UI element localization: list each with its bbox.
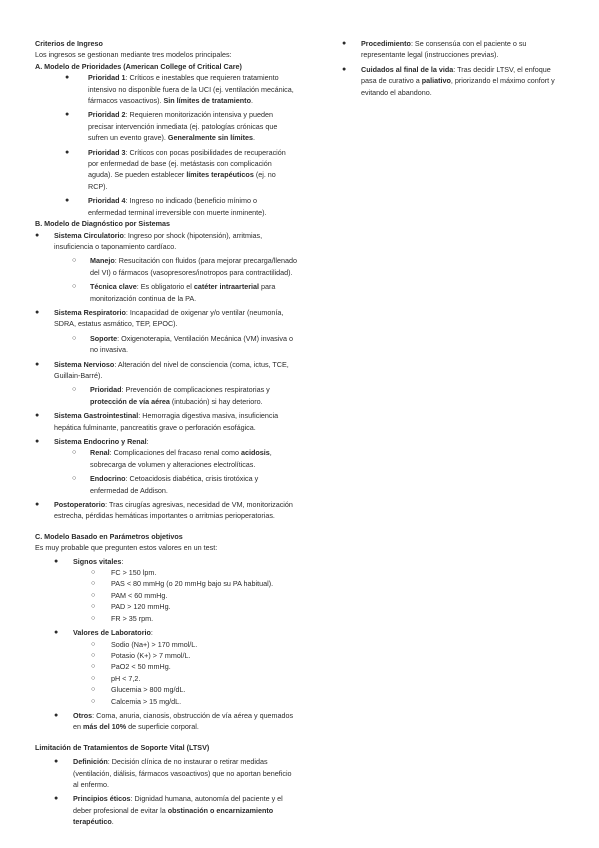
prioridad-1: ● Prioridad 1: Críticos e inestables que requieren tratamiento intensivo no disponible fuera de la UCI (ej. ventilación mecánica, fármacos vasoactivos). Sin límites de tratamiento. xyxy=(65,72,297,106)
ltsv-continued-list xyxy=(342,38,564,98)
lab-item: ○ Sodio (Na+) > 170 mmol/L. xyxy=(91,639,297,650)
postoperatorio: ● Postoperatorio: Tras cirugías agresivas, necesidad de VM, monitorización estrecha, pérdidas hemáticas importantes o arritmias perioperatorias. xyxy=(35,499,297,522)
signo-item: ○ PAD > 120 mmHg. xyxy=(91,601,297,612)
nervioso-prioridad: ○ Prioridad: Prevención de complicaciones respiratorias y protección de vía aérea (intubación) si hay deterioro. xyxy=(72,384,297,407)
ltsv-principios: ● Principios éticos: Dignidad humana, autonomía del paciente y el deber profesional de evitar la obstinación o encarnizamiento terapéutico. xyxy=(54,793,297,827)
ltsv-list xyxy=(35,756,297,827)
section-c-intro: Es muy probable que pregunten estos valores en un test: xyxy=(35,543,218,553)
sistema-gastrointestinal: ● Sistema Gastrointestinal: Hemorragia digestiva masiva, insuficiencia hepática fulminante, pancreatitis grave o perforación esofágica. xyxy=(35,410,297,433)
prioridad-3: ● Prioridad 3: Críticos con pocas posibilidades de recuperación por enfermedad de base (ej. metástasis con complicación aguda). Se pueden establecer límites terapéuticos (ej. no RCP). xyxy=(65,147,297,193)
signo-item: ○ PAM < 60 mmHg. xyxy=(91,590,297,601)
valores-laboratorio: ● Valores de Laboratorio: xyxy=(54,627,297,638)
lab-item: ○ PaO2 < 50 mmHg. xyxy=(91,661,297,672)
prioridad-4: ● Prioridad 4: Ingreso no indicado (beneficio mínimo o enfermedad terminal irreversible con muerte inminente). xyxy=(65,195,297,218)
circulatorio-tecnica: ○ Técnica clave: Es obligatorio el catéter intraarterial para monitorización continua de la PA. xyxy=(72,281,297,304)
respiratorio-soporte: ○ Soporte: Oxigenoterapia, Ventilación Mecánica (VM) invasiva o no invasiva. xyxy=(72,333,297,356)
lab-item: ○ Potasio (K+) > 7 mmol/L. xyxy=(91,650,297,661)
sistema-nervioso: ● Sistema Nervioso: Alteración del nivel de consciencia (coma, ictus, TCE, Guillain-Barré). xyxy=(35,359,297,382)
left-column xyxy=(35,38,297,828)
sistema-circulatorio: ● Sistema Circulatorio: Ingreso por shock (hipotensión), arritmias, insuficiencia o taponamiento cardíaco. xyxy=(35,230,297,253)
lab-item: ○ pH < 7,2. xyxy=(91,673,297,684)
ltsv-procedimiento: ● Procedimiento: Se consensúa con el paciente o su representante legal (instrucciones previas). xyxy=(342,38,564,61)
section-c-title: C. Modelo Basado en Parámetros objetivos xyxy=(35,531,183,541)
prioridad-2: ● Prioridad 2: Requieren monitorización intensiva y pueden precisar intervención inmediata (ej. patologías crónicas que sufren un evento grave). Generalmente sin límites. xyxy=(65,109,297,143)
endocrino-item: ○ Endocrino: Cetoacidosis diabética, crisis tirotóxica y enfermedad de Addison. xyxy=(72,473,297,496)
lab-item: ○ Glucemia > 800 mg/dL. xyxy=(91,684,297,695)
signos-vitales: ● Signos vitales: xyxy=(54,556,297,567)
renal-item: ○ Renal: Complicaciones del fracaso renal como acidosis, sobrecarga de volumen y alteraciones electrolíticas. xyxy=(72,447,297,470)
sistema-endocrino-renal: ● Sistema Endocrino y Renal: xyxy=(35,436,297,447)
sistema-respiratorio: ● Sistema Respiratorio: Incapacidad de oxigenar y/o ventilar (neumonía, SDRA, estatus asmático, TEP, EPOC). xyxy=(35,307,297,330)
signo-item: ○ PAS < 80 mmHg (o 20 mmHg bajo su PA habitual). xyxy=(91,578,297,589)
parametros-list xyxy=(35,556,297,733)
section-a-title: A. Modelo de Prioridades (American College of Critical Care) xyxy=(35,61,242,71)
lab-item: ○ Calcemia > 15 mg/dL. xyxy=(91,696,297,707)
criterios-title: Criterios de Ingreso xyxy=(35,39,103,48)
criterios-intro: Los ingresos se gestionan mediante tres modelos principales: xyxy=(35,50,232,60)
otros: ● Otros: Coma, anuria, cianosis, obstrucción de vía aérea y quemados en más del 10% de superficie corporal. xyxy=(54,710,297,733)
right-column xyxy=(342,38,564,98)
ltsv-title: Limitación de Tratamientos de Soporte Vital (LTSV) xyxy=(35,742,210,752)
sistemas-list xyxy=(35,230,297,522)
signo-item: ○ FR > 35 rpm. xyxy=(91,613,297,624)
prioridades-list xyxy=(65,72,297,218)
section-b-title: B. Modelo de Diagnóstico por Sistemas xyxy=(35,219,170,229)
circulatorio-manejo: ○ Manejo: Resucitación con fluidos (para mejorar precarga/llenado del VI) o fármacos (vasopresores/inotropos para contractilidad). xyxy=(72,255,297,278)
ltsv-definicion: ● Definición: Decisión clínica de no instaurar o retirar medidas (ventilación, diálisis, fármacos vasoactivos) que no aportan beneficio al enfermo. xyxy=(54,756,297,790)
ltsv-cuidados-final: ● Cuidados al final de la vida: Tras decidir LTSV, el enfoque pasa de curativo a paliativo, priorizando el máximo confort y evitando el abandono. xyxy=(342,64,564,98)
signo-item: ○ FC > 150 lpm. xyxy=(91,567,297,578)
